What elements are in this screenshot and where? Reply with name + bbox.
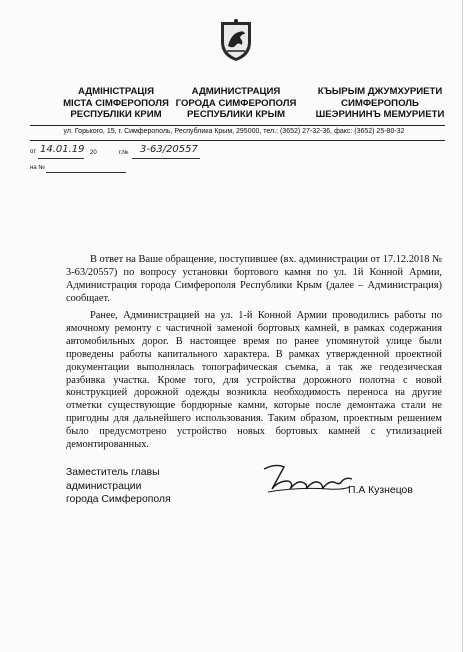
header-line: АДМІНІСТРАЦІЯ: [78, 86, 154, 97]
header-crimean-tatar: [306, 86, 454, 121]
reference-label: на №: [30, 165, 45, 171]
outgoing-date-row: [30, 149, 36, 155]
year-label: 20: [90, 150, 97, 156]
date-underline: [38, 158, 84, 159]
signatory-line: города Симферополя: [66, 494, 171, 505]
address-divider: [30, 140, 445, 141]
paragraph-details: [66, 310, 442, 452]
reference-underline: [46, 172, 126, 173]
header-line: ГОРОДА СИМФЕРОПОЛЯ: [175, 97, 297, 109]
number-underline: [132, 158, 200, 159]
signatory-line: администрации: [66, 480, 142, 492]
coat-of-arms-icon: [217, 18, 255, 62]
paragraph-text: Ранее, Администрацией на ул. 1-й Конной Армии проводились работы по ямочному ремонту с частичной заменой бортовых камней, в рамках содержания автомобильных дорог. В настоящее время по ранее упомянутой улице были проведены работы капитального характера. В рамках утвержденной проектной документации выполнялась топографическая съемка, а так же геодезическая разбивка участка. Кроме того, для устройства дорожного полотна с новой конструкцией дорожной одежды возникла необходимость переноса на другие отметки существующие бордюрные камни, которые после демонтажа стали не пригодны для дальнейшего использования. Таким образом, проектным решением было предусмотрено устройство новых бортовых камней с утилизацией демонтированных.: [66, 310, 442, 451]
address-line: ул. Горького, 15, г. Симферополь, Республика Крым, 295000, тел.: (3652) 27-32-36, факс: (3652) 25-80-32: [63, 128, 405, 135]
from-label: от: [30, 149, 36, 155]
header-divider: [30, 125, 445, 126]
header-line: АДМИНИСТРАЦИЯ: [191, 86, 281, 97]
handwritten-date: 14.01.19: [40, 144, 85, 155]
signatory-title: [66, 466, 171, 507]
header-line: КЪЫРЫМ ДЖУМХУРИЕТИ: [317, 86, 443, 97]
handwritten-signature-icon: [258, 459, 358, 497]
handwritten-number: 3-63/20557: [140, 144, 198, 155]
paragraph-text: В ответ на Ваше обращение, поступившее (вх. администрации от 17.12.2018 № 3-63/20557) по вопросу установки бортового камня по ул. 1й Конной Армии, Администрация города Симферополя Республики Крым (далее – Администрация) сообщает.: [66, 254, 442, 304]
header-line: МІСТА СІМФЕРОПОЛЯ: [63, 97, 169, 109]
header-line: РЕСПУБЛИКИ КРЫМ: [187, 109, 285, 120]
signatory-line: Заместитель главы: [66, 467, 160, 478]
header-line: СИМФЕРОПОЛЬ: [341, 97, 419, 109]
header-russian: [165, 86, 307, 121]
number-label: г.№: [119, 150, 129, 156]
header-line: РЕСПУБЛІКИ КРИМ: [70, 109, 162, 120]
header-line: ШЕЭРИНИНЪ МЕМУРИЕТИ: [315, 109, 445, 120]
signatory-name: П.А Кузнецов: [348, 485, 413, 496]
paragraph-response: [66, 254, 442, 306]
